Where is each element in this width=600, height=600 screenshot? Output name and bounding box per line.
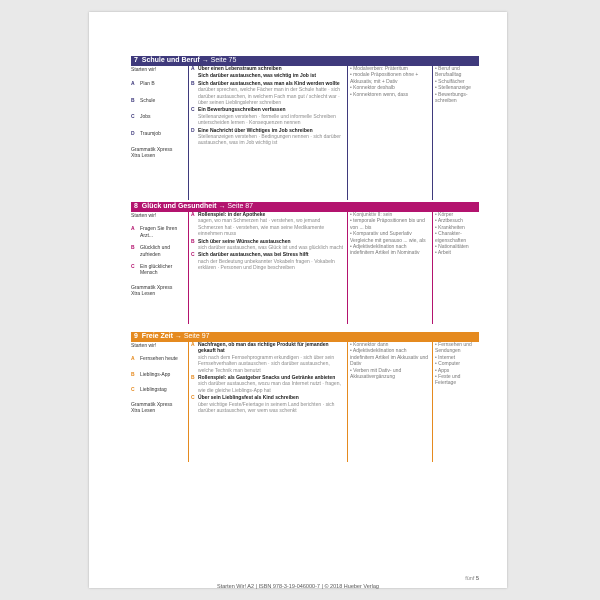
lesson-item: A Fernsehen heute xyxy=(131,356,178,363)
grammar-xpress-label: Grammatik Xpress xyxy=(131,284,173,291)
section-9-header xyxy=(131,332,479,342)
page-number-value: 5 xyxy=(475,576,479,582)
activity-entry: C Sich darüber austauschen, was bei Stress hilft nach der Bedeutung unbekannter Vokabeln fragen · Vokabeln erklären · Personen und Dinge beschreiben xyxy=(191,252,335,272)
lesson-item: C Jobs xyxy=(131,114,151,121)
activity-entry: D Eine Nachricht über Wichtiges im Job schreiben Stellenanzeigen verstehen · Bedingungen nennen · sich darüber austauschen, was im Job wichtig ist xyxy=(191,127,341,147)
section-title: Freie Zeit xyxy=(141,333,173,340)
xtra-lesen-label: Xtra Lesen xyxy=(131,291,156,298)
activities-column xyxy=(191,66,345,148)
start-label: Starten wir! xyxy=(131,213,157,219)
xtra-lesen-label: Xtra Lesen xyxy=(131,153,156,160)
document-page xyxy=(89,12,507,588)
section-title: Schule und Beruf xyxy=(141,57,200,64)
activity-entry: A Über einen Lebenstraum schreiben xyxy=(191,66,282,72)
activity-entry: B Sich über seine Wünsche austauschen sich darüber austauschen, was Glück ist und was glücklich macht xyxy=(191,238,344,252)
start-label: Starten wir! xyxy=(131,343,157,349)
section-page-ref: → Seite 75 xyxy=(201,57,237,64)
activities-column xyxy=(191,212,345,273)
activity-entry: B Sich darüber austauschen, was man als Kind werden wollte darüber sprechen, welche Fächer man in der Schule hatte · sich darüber austauschen, in welchem Fach man gut / schlecht war · über seinen Lieblingslehrer schreiben xyxy=(191,80,341,107)
activity-entry: Sich darüber austauschen, was wichtig im Job ist xyxy=(198,73,317,80)
xtra-lesen-label: Xtra Lesen xyxy=(131,408,156,415)
activity-entry: C Ein Bewerbungsschreiben verfassen Stellenanzeigen verstehen · formelle und informelle Schreiben unterscheiden lernen · Konsequenzen nennen xyxy=(191,107,336,127)
vocab-column: • Körper • Arztbesuch • Krankheiten • Charakter-eigenschaften • Nationalitäten • Arbeit xyxy=(435,212,469,257)
lesson-item: D Traumjob xyxy=(131,130,161,137)
grammar-xpress-label: Grammatik Xpress xyxy=(131,401,173,408)
start-label: Starten wir! xyxy=(131,67,157,73)
activity-entry: B Rollenspiel: als Gastgeber Snacks und Getränke anbieten sich darüber austauschen, wozu man das Internet nutzt · fragen, wie die gleiche Lieblings-App hat xyxy=(191,375,341,394)
section-7-header xyxy=(131,56,479,66)
grammar-column: • Konjunktiv II: sein • temporale Präpositionen bis und von ... bis • Komparativ und Superlativ Vergleiche mit genauso ... wie, als • Adjektivdeklination nach indefinitem Artikel im Nominativ xyxy=(350,212,426,257)
lesson-item: C Lieblingstag xyxy=(131,387,167,394)
section-number: 7 xyxy=(134,57,138,64)
lesson-item: A Plan B xyxy=(131,81,155,88)
vocab-column: • Beruf und Berufsalltag • Schulfächer • Stellenanzeige • Bewerbungs-schreiben xyxy=(435,66,471,105)
section-number: 8 xyxy=(134,203,138,210)
lessons-column xyxy=(131,212,187,298)
grammar-xpress-label: Grammatik Xpress xyxy=(131,147,173,154)
lesson-item: A Fragen Sie Ihren Arzt... xyxy=(131,226,178,239)
section-9 xyxy=(131,332,479,415)
activity-entry: A Rollenspiel: in der Apotheke sagen, wo man Schmerzen hat · verstehen, wo jemand Schmerzen hat · verstehen, wie man seine Medikamente einnehmen muss xyxy=(191,212,325,238)
lessons-column xyxy=(131,342,187,414)
page-label: fünf xyxy=(465,576,475,582)
footer-imprint: Starten Wir! A2 | ISBN 978-3-19-046000-7 | © 2018 Hueber Verlag xyxy=(217,584,379,590)
lesson-item: B Glücklich und zufrieden xyxy=(131,245,171,258)
activities-column xyxy=(191,342,345,415)
section-page-ref: → Seite 97 xyxy=(174,333,210,340)
section-8 xyxy=(131,202,479,298)
grammar-column: • Konnektor dann • Adjektivdeklination nach indefinitem Artikel im Akkusativ und Dativ • Verben mit Dativ- und Akkusativergänzung xyxy=(350,342,429,381)
section-title: Glück und Gesundheit xyxy=(141,203,217,210)
activity-entry: A Nachfragen, ob man das richtige Produkt für jemanden gekauft hat sich nach dem Fernsehprogramm erkundigen · sich über sein Fernsehverhalten austauschen · sich darüber austauschen, welche Technik man benutzt xyxy=(191,342,335,374)
lessons-column xyxy=(131,66,187,160)
vocab-column: • Fernsehen und Sendungen • Internet • Computer • Apps • Feste und Feiertage xyxy=(435,342,472,387)
section-7 xyxy=(131,56,479,160)
page-number xyxy=(465,576,479,582)
section-8-header xyxy=(131,202,479,212)
section-number: 9 xyxy=(134,333,138,340)
section-page-ref: → Seite 87 xyxy=(218,203,254,210)
lesson-item: C Ein glücklicher Mensch xyxy=(131,264,173,277)
lesson-item: B Schule xyxy=(131,97,156,104)
lesson-item: B Lieblings-App xyxy=(131,371,171,378)
activity-entry: C Über sein Lieblingsfest als Kind schreiben über wichtige Feste/Feiertage in seinem Land berichten · sich darüber austauschen, wer wem was schenkt xyxy=(191,395,335,415)
grammar-column: • Modalverben: Präteritum • modale Präpositionen ohne + Akkusativ, mit + Dativ • Konnektor deshalb • Konnektoren wenn, dass xyxy=(350,66,419,98)
